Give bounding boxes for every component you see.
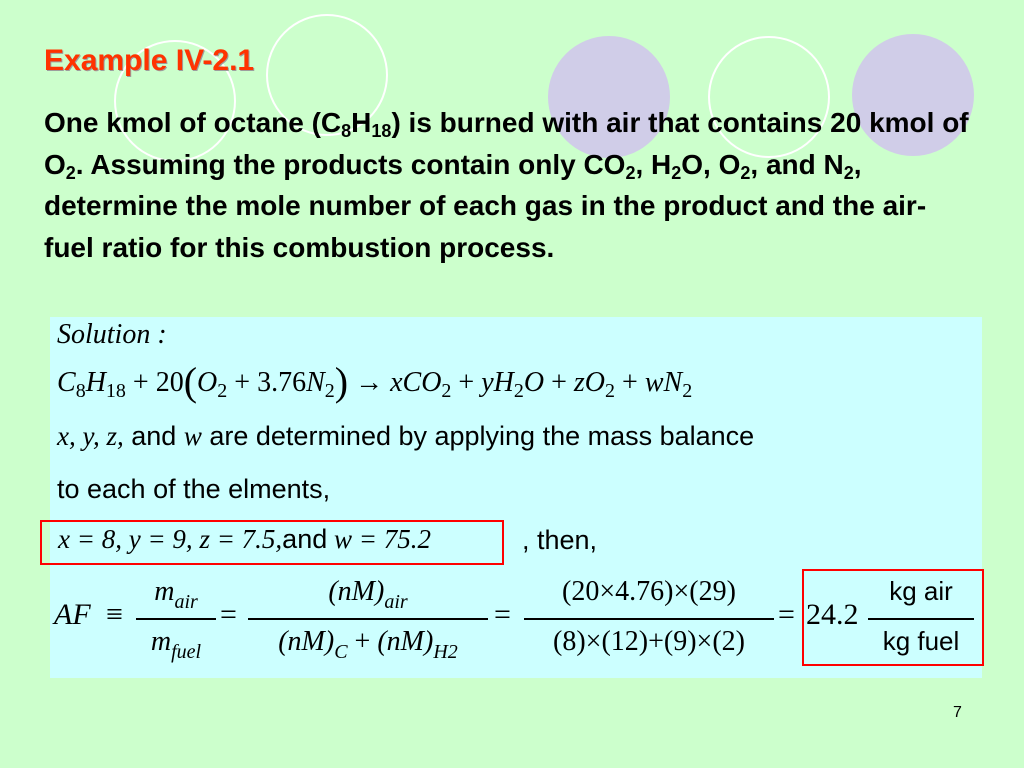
problem-text-8: , determine the mole number of each gas in the product and the air-fuel ratio for this combustion process. [44,148,927,263]
unit-denominator: kg fuel [882,626,960,656]
numeric-denominator: (8)×(12)+(9)×(2) [553,626,745,657]
af-eq-2: = [494,598,511,631]
problem-sub-6: 2 [740,162,751,183]
problem-text-1: One kmol of octane (C [44,107,342,138]
nm-air-sub: air [384,591,408,613]
problem-sub-3: 2 [65,162,76,183]
numeric-numerator: (20×4.76)×(29) [562,576,736,607]
nm-h-sub: H [433,641,448,663]
mass-balance-text: x, y, z, and w are determined by applying the mass balance [57,421,755,451]
and-word: and [131,421,177,451]
combustion-equation: $C_8H_{18} + 20(O_2 + 3.76N_2) \to xCO_2 + yH_2O + zO_2 + wN_2$ [57,359,693,404]
problem-sub-7: 2 [843,162,854,183]
af-equiv: ≡ [106,598,123,631]
y-value: y = 9, [128,524,193,554]
then-text: , then, [522,525,598,555]
problem-sub-5: 2 [671,162,682,183]
m-fuel-sub: fuel [171,641,202,663]
nm-h: (nM) [377,626,434,657]
problem-text-2: H [351,107,372,138]
unit-numerator: kg air [889,576,953,606]
problem-text-3: ) is burned with air that contains 20 kmol of O [44,107,969,180]
nm-plus: + [354,626,371,657]
problem-text-4: . Assuming the products contain only CO [75,148,626,180]
problem-statement [44,102,974,268]
page-number: 7 [953,704,962,721]
z-value: z = 7.5, [199,524,283,554]
slide-title: Example IV-2.1 [44,44,255,77]
nm-ratio-fraction [248,568,488,668]
problem-text-5: , H [635,148,672,180]
problem-sub-2: 18 [371,121,392,141]
numeric-fraction [524,568,774,668]
w-value: w = 75.2 [333,524,431,554]
problem-text-6: O, O [681,148,741,180]
problem-sub-1: 8 [341,121,352,141]
x-value: x = 8, [58,524,122,554]
nm-air: (nM) [328,576,385,607]
elements-text: to each of the elments, [57,474,331,504]
mass-balance-rest: are determined by applying the mass balance [209,421,755,451]
mass-ratio-fraction [136,568,216,668]
result-highlight-box [802,569,984,666]
m-air: m [154,576,175,607]
af-lhs: AF [54,598,91,631]
af-result: 24.2 [806,598,859,631]
problem-text-7: , and N [750,148,844,180]
m-air-sub: air [174,591,198,613]
problem-sub-4: 2 [625,162,636,183]
values-and: and [282,524,328,554]
m-fuel: m [150,626,172,657]
af-eq-1: = [220,598,237,631]
nm-c-sub: C [334,641,348,663]
nm-h2-sub: 2 [447,641,458,663]
af-eq-3: = [778,598,795,631]
nm-c: (nM) [278,626,335,657]
mole-values [58,524,431,555]
solution-label: Solution : [57,319,167,350]
